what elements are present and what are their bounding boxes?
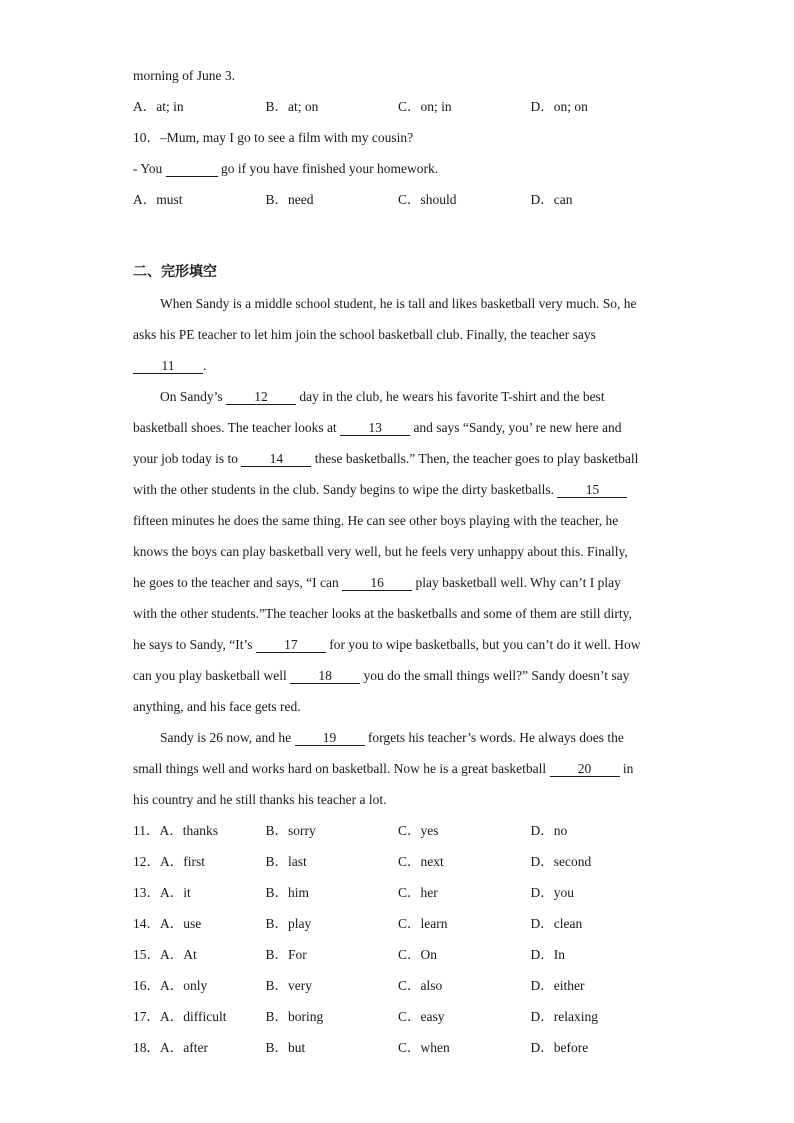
q9-option-d[interactable]: D．on; on xyxy=(530,99,588,114)
question-row xyxy=(133,939,663,970)
passage-line: asks his PE teacher to let him join the school basketball club. Finally, the teacher says xyxy=(133,327,596,342)
passage-line xyxy=(133,629,663,660)
question-row xyxy=(133,877,663,908)
passage-line xyxy=(133,474,663,505)
passage-text: these basketballs.” Then, the teacher goes to play basketball xyxy=(314,451,639,466)
passage-text: he goes to the teacher and says, “I can xyxy=(133,575,339,590)
blank-12[interactable]: 12 xyxy=(226,390,296,405)
option-d[interactable]: D．second xyxy=(530,854,592,869)
option-b[interactable]: B．boring xyxy=(265,1009,324,1024)
passage-line xyxy=(133,567,663,598)
option-c[interactable]: C．next xyxy=(398,854,444,869)
option-d[interactable]: D．clean xyxy=(530,916,583,931)
passage-text: and says “Sandy, you’ re new here and xyxy=(413,420,622,435)
q10-stem: 10．–Mum, may I go to see a film with my cousin? xyxy=(133,130,414,145)
q10-option-a[interactable]: A．must xyxy=(133,192,183,207)
option-b[interactable]: B．play xyxy=(265,916,312,931)
passage-line: When Sandy is a middle school student, he is tall and likes basketball very much. So, he xyxy=(160,296,637,311)
option-a[interactable]: 16．A．only xyxy=(133,978,208,993)
passage-text: On Sandy’s xyxy=(160,389,223,404)
passage-text: Sandy is 26 now, and he xyxy=(160,730,292,745)
passage-text: your job today is to xyxy=(133,451,238,466)
q10-option-b[interactable]: B．need xyxy=(265,192,314,207)
blank-19[interactable]: 19 xyxy=(295,731,365,746)
passage-text: forgets his teacher’s words. He always does the xyxy=(367,730,624,745)
option-b[interactable]: B．For xyxy=(265,947,307,962)
q9-option-c[interactable]: C．on; in xyxy=(398,99,452,114)
section-title: 二、完形填空 xyxy=(133,264,217,280)
option-c[interactable]: C．yes xyxy=(398,823,439,838)
option-a[interactable]: 17．A．difficult xyxy=(133,1009,227,1024)
passage-text: basketball shoes. The teacher looks at xyxy=(133,420,337,435)
option-c[interactable]: C．easy xyxy=(398,1009,445,1024)
passage-line xyxy=(133,722,663,753)
option-c[interactable]: C．learn xyxy=(398,916,448,931)
cloze-passage xyxy=(133,288,663,815)
q10-reply xyxy=(133,153,663,184)
passage-line xyxy=(133,660,663,691)
option-d[interactable]: D．either xyxy=(530,978,585,993)
passage-line: 11 . xyxy=(133,350,663,381)
option-d[interactable]: D．you xyxy=(530,885,574,900)
option-a[interactable]: 11．A．thanks xyxy=(133,823,218,838)
document-page xyxy=(133,60,663,1063)
blank-18[interactable]: 18 xyxy=(290,669,360,684)
option-c[interactable]: C．when xyxy=(398,1040,450,1055)
option-b[interactable]: B．him xyxy=(265,885,310,900)
passage-text: can you play basketball well xyxy=(133,668,287,683)
passage-text: play basketball well. Why can’t I play xyxy=(415,575,621,590)
passage-text: small things well and works hard on basketball. Now he is a great basketball xyxy=(133,761,547,776)
q10-reply-end: go if you have finished your homework. xyxy=(221,161,439,176)
passage-line: knows the boys can play basketball very well, but he feels very unhappy about this. Finally, xyxy=(133,544,628,559)
passage-text: for you to wipe basketballs, but you can’t do it well. How xyxy=(329,637,641,652)
question-row xyxy=(133,908,663,939)
question-row xyxy=(133,1032,663,1063)
passage-text: he says to Sandy, “It’s xyxy=(133,637,253,652)
blank-16[interactable]: 16 xyxy=(342,576,412,591)
question-row xyxy=(133,1001,663,1032)
q9-option-a[interactable]: A．at; in xyxy=(133,99,184,114)
q9-options xyxy=(133,91,663,122)
option-a[interactable]: 18．A．after xyxy=(133,1040,208,1055)
blank-11[interactable]: 11 xyxy=(133,359,203,374)
question-row xyxy=(133,815,663,846)
passage-line: anything, and his face gets red. xyxy=(133,699,301,714)
passage-line xyxy=(133,443,663,474)
passage-line xyxy=(133,381,663,412)
option-d[interactable]: D．no xyxy=(530,823,568,838)
passage-text: you do the small things well?” Sandy doesn’t say xyxy=(363,668,630,683)
q9-tail: morning of June 3. xyxy=(133,68,235,83)
option-c[interactable]: C．also xyxy=(398,978,443,993)
option-c[interactable]: C．On xyxy=(398,947,438,962)
q10-blank[interactable] xyxy=(166,162,218,177)
option-d[interactable]: D．before xyxy=(530,1040,589,1055)
passage-line xyxy=(133,412,663,443)
passage-line xyxy=(133,753,663,784)
passage-line: with the other students.”The teacher looks at the basketballs and some of them are still dirty, xyxy=(133,606,632,621)
option-b[interactable]: B．but xyxy=(265,1040,306,1055)
question-row xyxy=(133,846,663,877)
blank-15[interactable]: 15 xyxy=(557,483,627,498)
passage-text: in xyxy=(622,761,634,776)
q10-option-d[interactable]: D．can xyxy=(530,192,573,207)
option-b[interactable]: B．very xyxy=(265,978,312,993)
option-c[interactable]: C．her xyxy=(398,885,438,900)
option-a[interactable]: 13．A．it xyxy=(133,885,191,900)
blank-13[interactable]: 13 xyxy=(340,421,410,436)
blank-14[interactable]: 14 xyxy=(241,452,311,467)
question-list xyxy=(133,815,663,1063)
option-d[interactable]: D．In xyxy=(530,947,565,962)
option-b[interactable]: B．sorry xyxy=(265,823,316,838)
q9-option-b[interactable]: B．at; on xyxy=(265,99,319,114)
option-b[interactable]: B．last xyxy=(265,854,307,869)
passage-line: fifteen minutes he does the same thing. He can see other boys playing with the teacher, he xyxy=(133,513,619,528)
q10-options xyxy=(133,184,663,215)
blank-17[interactable]: 17 xyxy=(256,638,326,653)
option-d[interactable]: D．relaxing xyxy=(530,1009,598,1024)
option-a[interactable]: 12．A．first xyxy=(133,854,205,869)
q10-reply-start: - You xyxy=(133,161,163,176)
option-a[interactable]: 14．A．use xyxy=(133,916,202,931)
passage-text: day in the club, he wears his favorite T-shirt and the best xyxy=(299,389,605,404)
q10-option-c[interactable]: C．should xyxy=(398,192,457,207)
passage-text: with the other students in the club. Sandy begins to wipe the dirty basketballs. xyxy=(133,482,555,497)
blank-20[interactable]: 20 xyxy=(550,762,620,777)
passage-line: his country and he still thanks his teacher a lot. xyxy=(133,792,387,807)
option-a[interactable]: 15．A．At xyxy=(133,947,197,962)
question-row xyxy=(133,970,663,1001)
